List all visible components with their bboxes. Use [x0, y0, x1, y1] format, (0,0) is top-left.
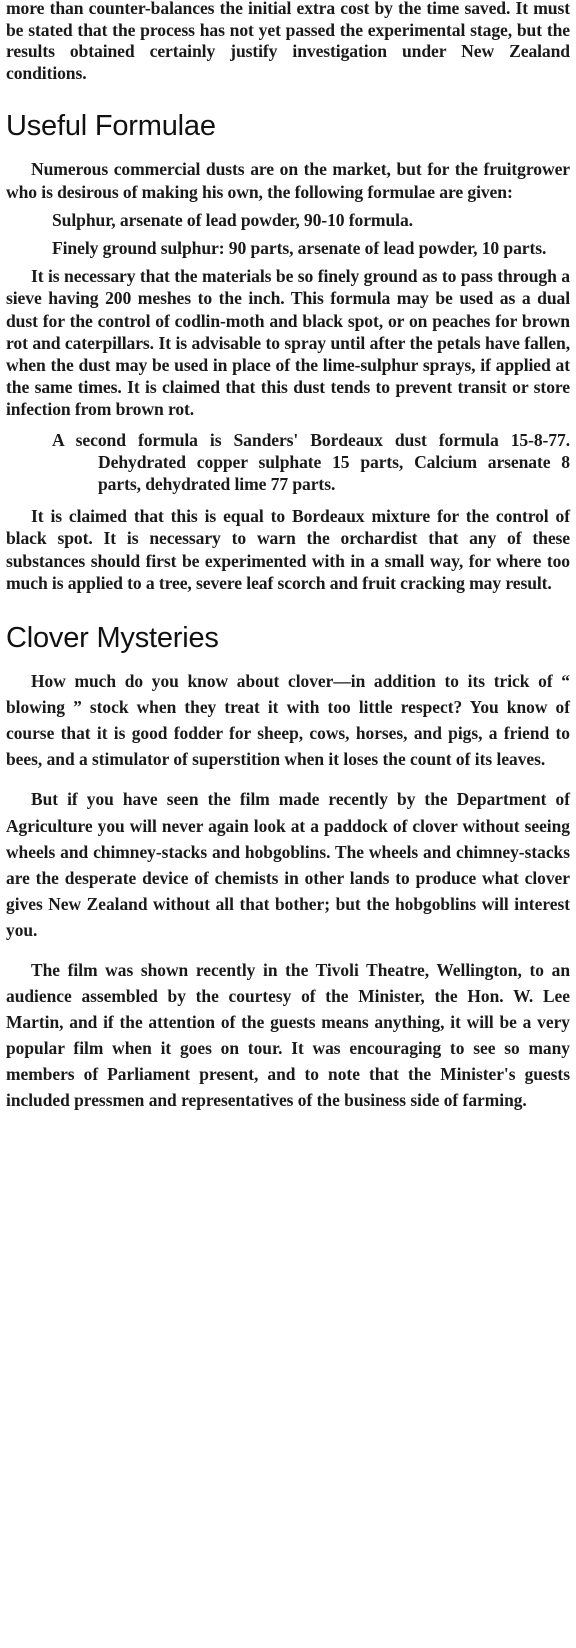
formulae-section — [6, 108, 570, 594]
formula-2: Finely ground sulphur: 90 parts, arsenate of lead powder, 10 parts. — [52, 237, 547, 258]
formulae-paragraph-1: Numerous commercial dusts are on the market, but for the fruitgrower who is desirous of making his own, the following formulae are given: — [6, 159, 570, 202]
formulae-paragraph-3: It is claimed that this is equal to Bordeaux mixture for the control of black spot. It is necessary to warn the orchardist that any of these substances should first be experimented with in a small way, for where too much is applied to a tree, severe leaf scorch and fruit cracking may result. — [6, 506, 570, 593]
clover-paragraph-1: How much do you know about clover—in addition to its trick of “ blowing ” stock when they treat it with too little respect? You know of course that it is good fodder for sheep, cows, horses, and pigs, a friend to bees, and a stimulator of superstition when it loses the count of its leaves. — [6, 671, 570, 770]
clover-paragraph-2: But if you have seen the film made recently by the Department of Agriculture you will never again look at a paddock of clover without seeing wheels and chimney-stacks and hobgoblins. The wheels and chimney-stacks are the desperate device of chemists in other lands to produce what clover gives New Zealand without all that bother; but the hobgoblins will interest you. — [6, 789, 570, 940]
clover-section — [6, 620, 570, 1114]
formulae-paragraph-2: It is necessary that the materials be so finely ground as to pass through a sieve having 200 meshes to the inch. This formula may be used as a dual dust for the control of codlin-moth and black spot, or on peaches for brown rot and caterpillars. It is advisable to spray until after the petals have fallen, when the dust may be used in place of the lime-sulphur sprays, if applied at the same times. It is claimed that this dust tends to prevent transit or store infection from brown rot. — [6, 266, 570, 420]
intro-paragraph: more than counter-balances the initial extra cost by the time saved. It must be stated that the process has not yet passed the experimental stage, but the results obtained certainly justify investigation under New Zealand conditions. — [6, 0, 570, 83]
formula-1: Sulphur, arsenate of lead powder, 90-10 formula. — [52, 209, 413, 230]
section-heading-useful-formulae: Useful Formulae — [6, 110, 216, 143]
section-heading-clover-mysteries: Clover Mysteries — [6, 622, 219, 655]
formula-3: A second formula is Sanders' Bordeaux dust formula 15-8-77. Dehydrated copper sulphate 15 parts, Calcium arsenate 8 parts, dehydrated lime 77 parts. — [52, 429, 570, 495]
intro-section — [6, 0, 570, 84]
clover-paragraph-3: The film was shown recently in the Tivoli Theatre, Wellington, to an audience assembled by the courtesy of the Minister, the Hon. W. Lee Martin, and if the attention of the guests means anything, it will be a very popular film when it goes on tour. It was encouraging to see so many members of Parliament present, and to note that the Minister's guests included pressmen and representatives of the business side of farming. — [6, 959, 570, 1111]
